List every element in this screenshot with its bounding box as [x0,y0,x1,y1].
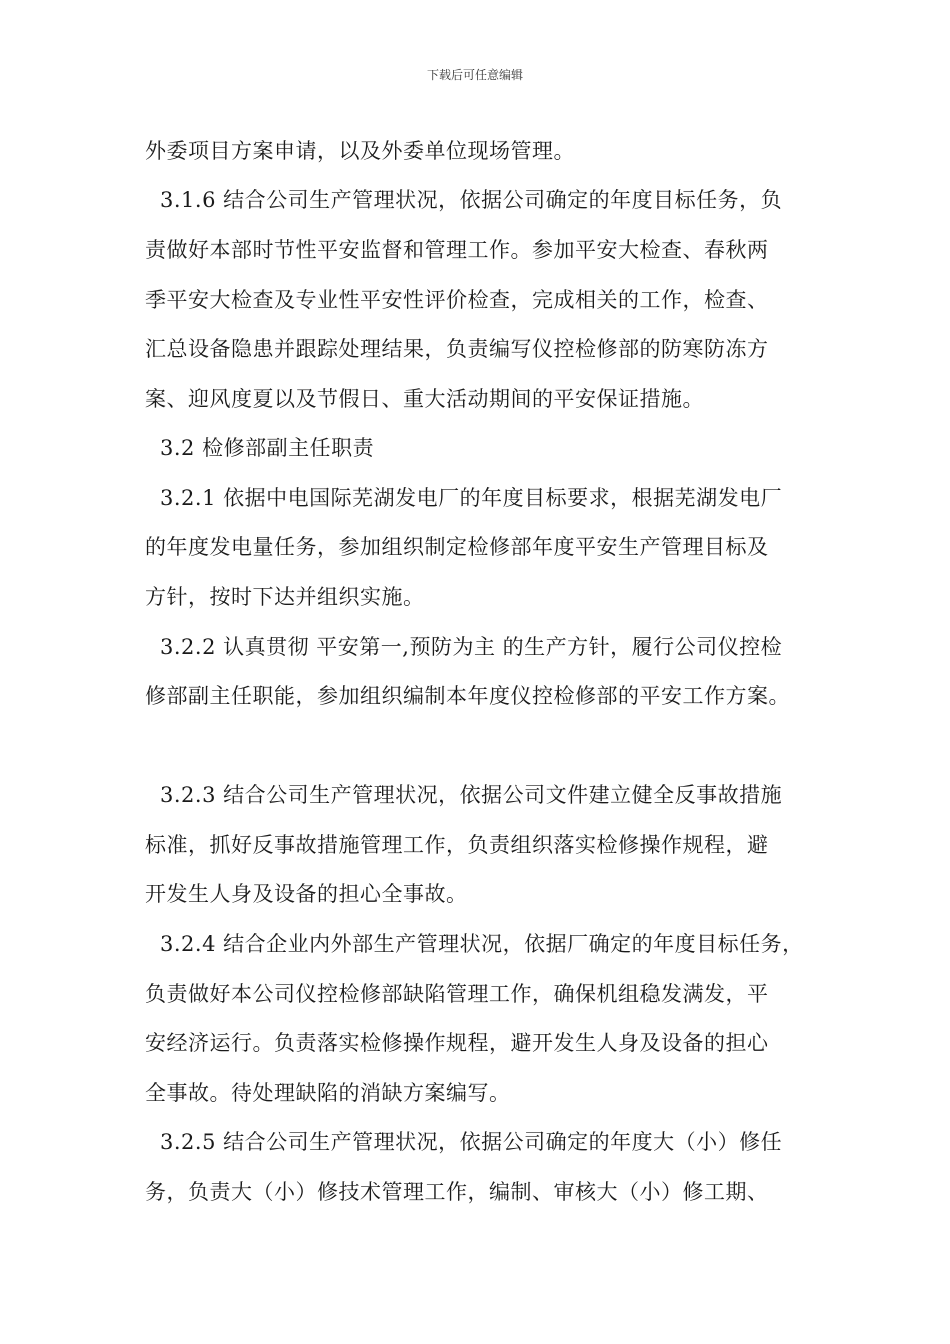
text-line: 全事故。待处理缺陷的消缺方案编写。 [145,1081,511,1105]
section-heading: 3.2 检修部副主任职责 [160,436,375,460]
text-line: 3.2.1 依据中电国际芜湖发电厂的年度目标要求，根据芜湖发电厂 [160,486,783,510]
text-line: 3.2.5 结合公司生产管理状况，依据公司确定的年度大（小）修任 [160,1130,783,1154]
text-line: 安经济运行。负责落实检修操作规程，避开发生人身及设备的担心 [145,1031,769,1055]
text-line: 汇总设备隐患并跟踪处理结果，负责编写仪控检修部的防寒防冻方 [145,337,769,361]
text-line: 3.1.6 结合公司生产管理状况，依据公司确定的年度目标任务，负 [160,188,783,212]
text-line: 案、迎风度夏以及节假日、重大活动期间的平安保证措施。 [145,387,704,411]
text-line: 修部副主任职能，参加组织编制本年度仪控检修部的平安工作方案。 [145,684,790,708]
text-line: 3.2.2 认真贯彻 平安第一,预防为主 的生产方针，履行公司仪控检 [160,635,783,659]
text-line: 外委项目方案申请，以及外委单位现场管理。 [145,139,575,163]
text-line: 责做好本部时节性平安监督和管理工作。参加平安大检查、春秋两 [145,238,769,262]
page-header: 下载后可任意编辑 [426,68,523,82]
text-line: 的年度发电量任务，参加组织制定检修部年度平安生产管理目标及 [145,535,769,559]
text-line: 负责做好本公司仪控检修部缺陷管理工作，确保机组稳发满发，平 [145,982,769,1006]
text-line: 季平安大检查及专业性平安性评价检查，完成相关的工作，检查、 [145,288,769,312]
text-line: 标准，抓好反事故措施管理工作，负责组织落实检修操作规程，避 [145,833,769,857]
text-line: 3.2.4 结合企业内外部生产管理状况，依据厂确定的年度目标任务， [160,932,804,956]
text-line: 开发生人身及设备的担心全事故。 [145,882,468,906]
text-line: 方针，按时下达并组织实施。 [145,585,425,609]
text-line: 3.2.3 结合公司生产管理状况，依据公司文件建立健全反事故措施 [160,783,783,807]
text-line: 务，负责大（小）修技术管理工作，编制、审核大（小）修工期、 [145,1180,769,1204]
